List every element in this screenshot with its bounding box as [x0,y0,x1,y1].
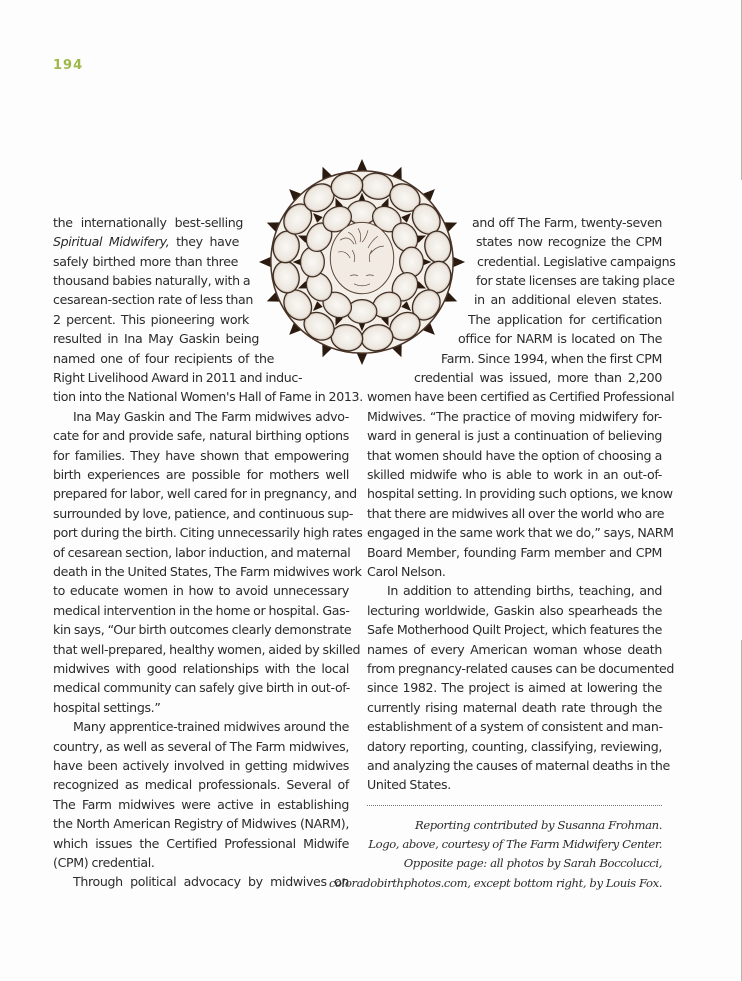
text-line: Through political advocacy by midwives on [73,874,349,889]
text-line: Safe Motherhood Quilt Project, which features the [367,622,662,637]
text-line: In addition to attending births, teaching, and [387,583,662,598]
text-line: names of every American woman whose death [367,642,662,657]
credit-line: Reporting contributed by Susanna Frohman. [415,818,662,832]
text-line: resulted in Ina May Gaskin being [53,331,259,346]
text-line: Ina May Gaskin and The Farm midwives advo- [73,409,349,424]
text-line: port during the birth. Citing unnecessarily high rates [53,525,363,540]
lotus-baby-logo-icon [253,157,471,367]
text-line: women have been certified as Certified Professional [367,389,675,404]
text-line [53,232,239,251]
credit-line: Opposite page: all photos by Sarah Boccolucci, [403,856,662,870]
text-line: Farm. Since 1994, when the first CPM [441,351,662,366]
credit-line: Logo, above, courtesy of The Farm Midwifery Center. [368,837,662,851]
text-line: 2 percent. This pioneering work [53,312,249,327]
text-line: that there are midwives all over the world who are [367,506,665,521]
text-line: country, as well as several of The Farm midwives, [53,739,349,754]
text-line: office for NARM is located on The [458,331,662,346]
text-line: datory reporting, counting, classifying, reviewing, [367,739,662,754]
text-line: of cesarean section, labor induction, and maternal [53,545,351,560]
text-line: thousand babies naturally, with a [53,273,251,288]
text-line: prepared for labor, well cared for in pregnancy, and [53,486,357,501]
text-line: Board Member, founding Farm member and CPM [367,545,662,560]
dotted-divider [367,805,662,806]
text-line: from pregnancy-related causes can be documented [367,661,675,676]
book-title: Spiritual Midwifery, [53,234,170,249]
text-fragment: they have [169,234,239,249]
text-line: and analyzing the causes of maternal deaths in the [367,758,670,773]
text-line: lecturing worldwide, Gaskin also spearheads the [367,603,662,618]
text-line: to educate women in how to avoid unnecessary [53,583,349,598]
text-line: cesarean-section rate of less than [53,292,254,307]
text-line: tion into the National Women's Hall of Fame in 2013. [53,389,363,404]
text-line: cate for and provide safe, natural birthing options [53,428,349,443]
text-line: in an additional eleven states. [474,292,662,307]
text-line: United States. [367,777,451,792]
text-line: engaged in the same work that we do,” says, NARM [367,525,674,540]
text-line: named one of four recipients of the [53,351,274,366]
text-line: skilled midwife who is able to work in an out-of- [367,467,662,482]
text-line: for state licenses are taking place [476,273,675,288]
text-line: Right Livelihood Award in 2011 and induc- [53,370,303,385]
text-line: and off The Farm, twenty-seven [472,215,662,230]
text-line: The application for certification [468,312,662,327]
text-line: currently rising maternal death rate through the [367,700,662,715]
text-line: The Farm midwives were active in establishing [53,797,349,812]
text-line: ward in general is just a continuation of believing [367,428,662,443]
text-line: which issues the Certified Professional Midwife [53,836,349,851]
text-line: the internationally best-selling [53,215,243,230]
text-line: medical intervention in the home or hospital. Gas- [53,603,350,618]
text-line: midwives with good relationships with the local [53,661,349,676]
text-line: that women should have the option of choosing a [367,448,662,463]
text-line: the North American Registry of Midwives (NARM), [53,816,349,831]
text-line: Carol Nelson. [367,564,446,579]
text-line: establishment of a system of consistent and man- [367,719,663,734]
text-line: states now recognize the CPM [476,234,662,249]
text-line: Many apprentice-trained midwives around the [73,719,349,734]
text-line: death in the United States, The Farm midwives work [53,564,362,579]
text-line: safely birthed more than three [53,254,238,269]
text-line: recognized as medical professionals. Several of [53,777,349,792]
text-line: for families. They have shown that empowering [53,448,349,463]
credit-line: coloradobirthphotos.com, except bottom right, by Louis Fox. [328,876,662,890]
text-line: credential. Legislative campaigns [477,254,676,269]
page-number: 194 [53,58,84,73]
text-line: medical community can safely give birth in out-of- [53,680,350,695]
text-line: birth experiences are possible for mothers well [53,467,349,482]
text-line: have been actively involved in getting midwives [53,758,349,773]
text-line: hospital setting. In providing such options, we know [367,486,673,501]
text-line: Midwives. “The practice of moving midwifery for- [367,409,662,424]
text-line: surrounded by love, patience, and continuous sup- [53,506,354,521]
text-line: that well-prepared, healthy women, aided by skilled [53,642,361,657]
text-line: since 1982. The project is aimed at lowering the [367,680,662,695]
text-line: (CPM) credential. [53,855,155,870]
text-line: kin says, “Our birth outcomes clearly demonstrate [53,622,352,637]
text-line: hospital settings.” [53,700,161,715]
text-line: credential was issued, more than 2,200 [414,370,662,385]
